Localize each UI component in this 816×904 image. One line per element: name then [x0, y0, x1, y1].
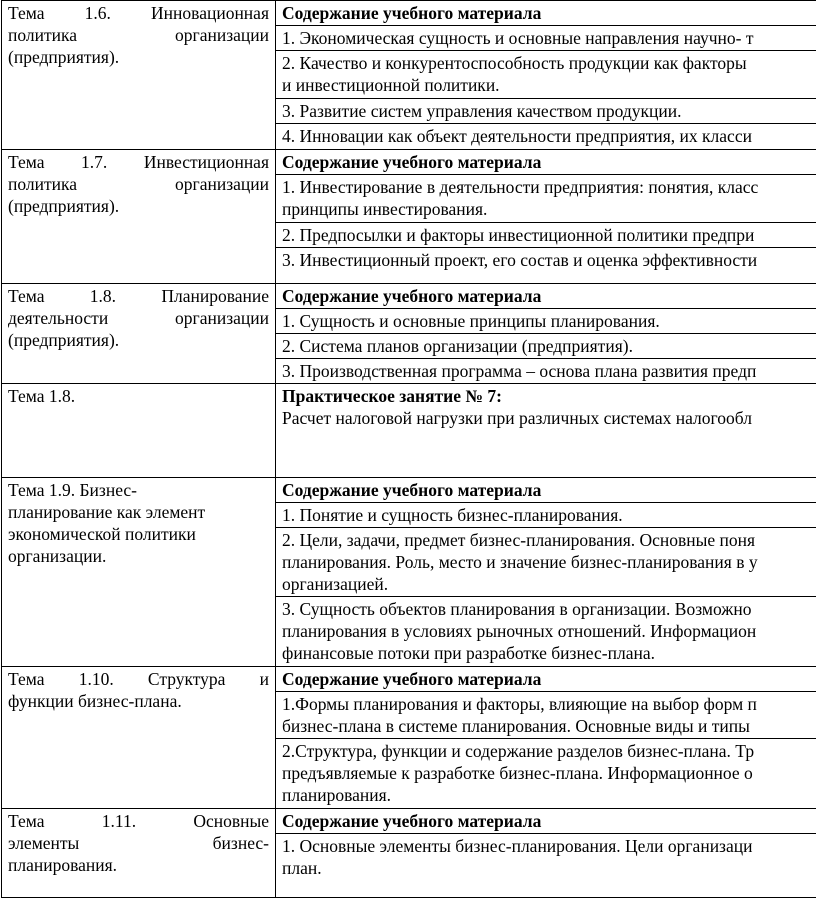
topic-title-line: Тема 1.8.: [8, 386, 76, 406]
content-item: [276, 359, 816, 384]
content-line: 3. Производственная программа – основа плана развития предп: [282, 361, 757, 381]
content-item: [276, 834, 816, 898]
curriculum-table: [1, 0, 816, 898]
topic-title-line: функции бизнес-плана.: [8, 691, 182, 711]
content-line: 3. Развитие систем управления качеством продукции.: [282, 101, 682, 121]
topic-title-line: (предприятия).: [8, 196, 120, 216]
topic-title-line: политика организации: [8, 25, 269, 45]
content-line: 2. Качество и конкурентоспособность продукции как факторы: [282, 53, 747, 73]
content-line: бизнес-плана в системе планирования. Основные виды и типы: [282, 716, 750, 736]
content-item: [276, 51, 816, 99]
content-line: финансовые потоки при разработке бизнес-плана.: [282, 643, 655, 663]
content-line: 2. Предпосылки и факторы инвестиционной политики предпри: [282, 225, 755, 245]
content-item: [276, 26, 816, 51]
content-line: план.: [282, 858, 322, 878]
content-line: 1. Инвестирование в деятельности предприятия: понятия, класс: [282, 177, 759, 197]
content-line: 3. Инвестиционный проект, его состав и оценка эффективности: [282, 250, 758, 270]
content-line: 4. Инновации как объект деятельности предприятия, их класси: [282, 126, 752, 146]
content-item: [276, 503, 816, 528]
content-line: 2. Система планов организации (предприятия).: [282, 336, 633, 356]
content-line: планирования.: [282, 785, 392, 805]
content-line: и инвестиционной политики.: [282, 75, 500, 95]
content-line: 1. Сущность и основные принципы планирования.: [282, 311, 660, 331]
section-header: Содержание учебного материала: [276, 150, 816, 175]
section-header: Содержание учебного материала: [276, 478, 816, 503]
content-item: [276, 528, 816, 597]
content-item: [276, 692, 816, 739]
practical-cell: [276, 384, 816, 478]
topic-cell: [2, 1, 276, 150]
topic-title-line: Тема 1.8. Планирование: [8, 286, 269, 306]
content-line: предъявляемые к разработке бизнес-плана. Информационное о: [282, 763, 753, 783]
content-item: [276, 309, 816, 334]
topic-cell: [2, 809, 276, 898]
content-item: [276, 597, 816, 667]
topic-title-line: Тема 1.11. Основные: [8, 811, 269, 831]
topic-title-line: элементы бизнес-: [8, 833, 269, 853]
content-item: [276, 739, 816, 809]
content-line: 2. Цели, задачи, предмет бизнес-планирования. Основные поня: [282, 530, 756, 550]
content-line: 3. Сущность объектов планирования в организации. Возможно: [282, 599, 752, 619]
section-header: Содержание учебного материала: [276, 1, 816, 26]
topic-title-line: Тема 1.9. Бизнес-: [8, 480, 138, 500]
content-line: 1.Формы планирования и факторы, влияющие на выбор форм п: [282, 694, 757, 714]
topic-title-line: планирования.: [8, 855, 118, 875]
topic-cell: [2, 478, 276, 667]
content-line: 1. Основные элементы бизнес-планирования. Цели организаци: [282, 836, 753, 856]
content-item: [276, 248, 816, 284]
topic-title-line: Тема 1.7. Инвестиционная: [8, 152, 269, 172]
topic-title-line: (предприятия).: [8, 330, 120, 350]
topic-title-line: деятельности организации: [8, 308, 269, 328]
topic-title-line: организации.: [8, 546, 107, 566]
content-line: 1. Понятие и сущность бизнес-планирования.: [282, 505, 623, 525]
content-line: организацией.: [282, 574, 389, 594]
topic-cell: [2, 667, 276, 809]
topic-cell: [2, 384, 276, 478]
section-header: Содержание учебного материала: [276, 809, 816, 834]
section-header: Практическое занятие № 7:: [282, 386, 502, 406]
content-line: 2.Структура, функции и содержание разделов бизнес-плана. Тр: [282, 741, 755, 761]
section-header: Содержание учебного материала: [276, 667, 816, 692]
content-item: [276, 223, 816, 248]
content-line: принципы инвестирования.: [282, 199, 488, 219]
topic-cell: [2, 284, 276, 384]
content-item: [276, 124, 816, 150]
topic-title-line: экономической политики: [8, 524, 196, 544]
topic-title-line: политика организации: [8, 174, 269, 194]
section-header: Содержание учебного материала: [276, 284, 816, 309]
content-item: [276, 334, 816, 359]
topic-title-line: Тема 1.10. Структура и: [8, 669, 269, 689]
content-item: [276, 175, 816, 223]
content-line: планирования в условиях рыночных отношений. Информацион: [282, 621, 757, 641]
content-line: планирования. Роль, место и значение бизнес-планирования в у: [282, 552, 758, 572]
topic-title-line: Тема 1.6. Инновационная: [8, 3, 269, 23]
topic-cell: [2, 150, 276, 284]
content-item: [276, 99, 816, 124]
content-line: Расчет налоговой нагрузки при различных системах налогообл: [282, 408, 752, 428]
topic-title-line: планирование как элемент: [8, 502, 206, 522]
content-line: 1. Экономическая сущность и основные направления научно- т: [282, 28, 754, 48]
topic-title-line: (предприятия).: [8, 47, 120, 67]
